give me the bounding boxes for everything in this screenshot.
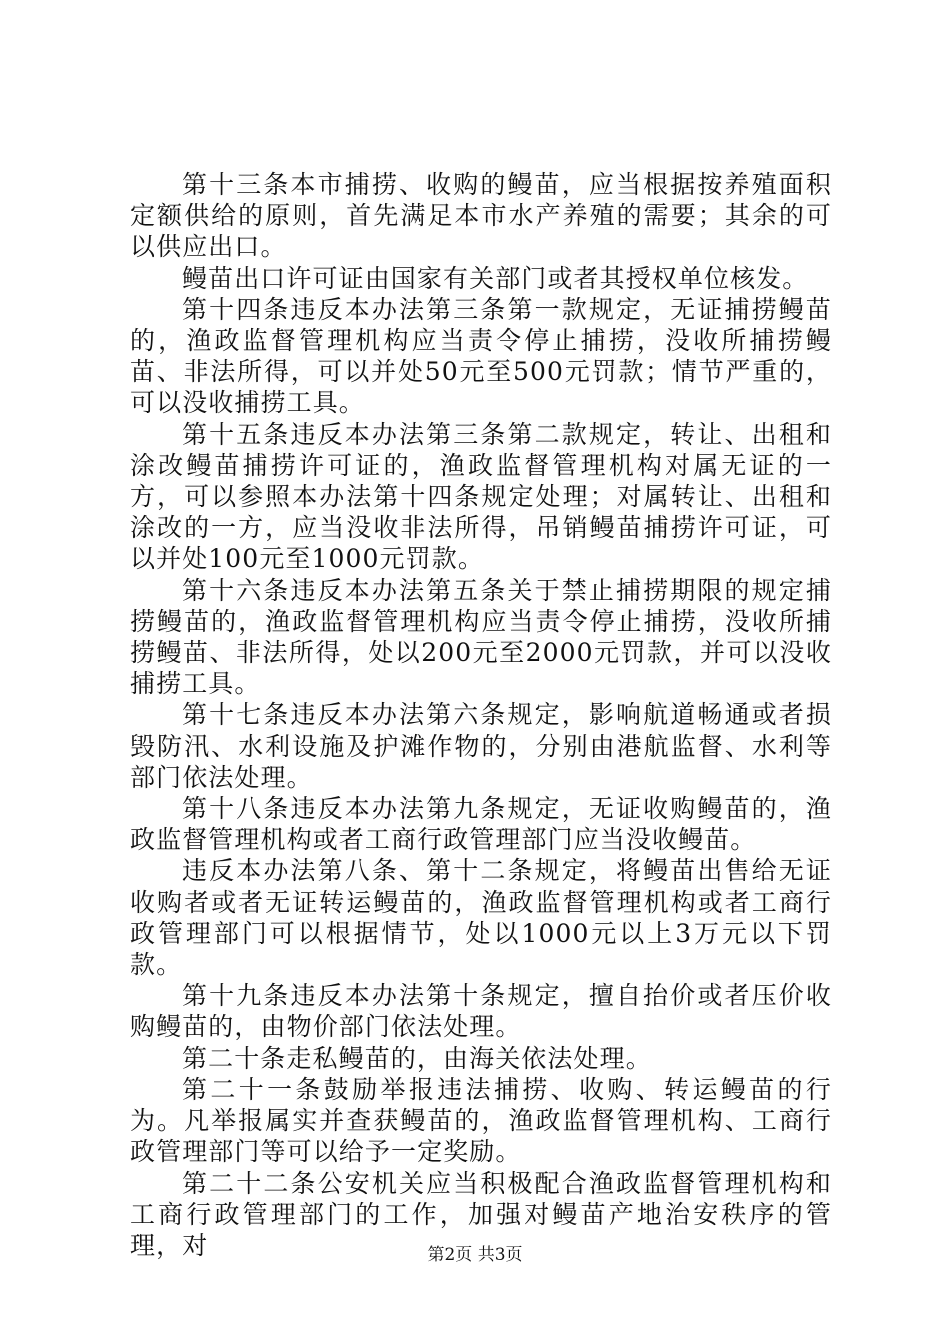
page-number: 第2页 共3页 (427, 1245, 523, 1265)
paragraph-article-18-clause-2: 违反本办法第八条、第十二条规定，将鳗苗出售给无证收购者或者无证转运鳗苗的，渔政监督管理机构或者工商行政管理部门可以根据情节，处以1000元以上3万元以下罚款。 (130, 856, 832, 980)
paragraph-article-21: 第二十一条鼓励举报违法捕捞、收购、转运鳗苗的行为。凡举报属实并查获鳗苗的，渔政监督管理机构、工商行政管理部门等可以给予一定奖励。 (130, 1074, 832, 1167)
paragraph-article-19: 第十九条违反本办法第十条规定，擅自抬价或者压价收购鳗苗的，由物价部门依法处理。 (130, 981, 832, 1042)
paragraph-article-22: 第二十二条公安机关应当积极配合渔政监督管理机构和工商行政管理部门的工作，加强对鳗苗产地治安秩序的管理，对 (130, 1168, 832, 1260)
paragraph-article-20: 第二十条走私鳗苗的，由海关依法处理。 (182, 1043, 652, 1073)
document-body (130, 169, 832, 1261)
paragraph-article-13: 第十三条本市捕捞、收购的鳗苗，应当根据按养殖面积定额供给的原则，首先满足本市水产养殖的需要；其余的可以供应出口。 (130, 170, 832, 262)
paragraph-article-17: 第十七条违反本办法第六条规定，影响航道畅通或者损毁防汛、水利设施及护滩作物的，分别由港航监督、水利等部门依法处理。 (130, 700, 832, 792)
paragraph-article-14: 第十四条违反本办法第三条第一款规定，无证捕捞鳗苗的，渔政监督管理机构应当责令停止捕捞，没收所捕捞鳗苗、非法所得，可以并处50元至500元罚款；情节严重的，可以没收捕捞工具。 (130, 294, 832, 418)
page-footer (0, 1244, 950, 1266)
paragraph-article-18: 第十八条违反本办法第九条规定，无证收购鳗苗的，渔政监督管理机构或者工商行政管理部门应当没收鳗苗。 (130, 794, 832, 855)
paragraph-article-16: 第十六条违反本办法第五条关于禁止捕捞期限的规定捕捞鳗苗的，渔政监督管理机构应当责令停止捕捞，没收所捕捞鳗苗、非法所得，处以200元至2000元罚款，并可以没收捕捞工具。 (130, 575, 832, 699)
paragraph-article-15: 第十五条违反本办法第三条第二款规定，转让、出租和涂改鳗苗捕捞许可证的，渔政监督管理机构对属无证的一方，可以参照本办法第十四条规定处理；对属转让、出租和涂改的一方，应当没收非法所得，吊销鳗苗捕捞许可证，可以并处100元至1000元罚款。 (130, 419, 832, 574)
paragraph-export-license: 鳗苗出口许可证由国家有关部门或者其授权单位核发。 (182, 263, 809, 293)
